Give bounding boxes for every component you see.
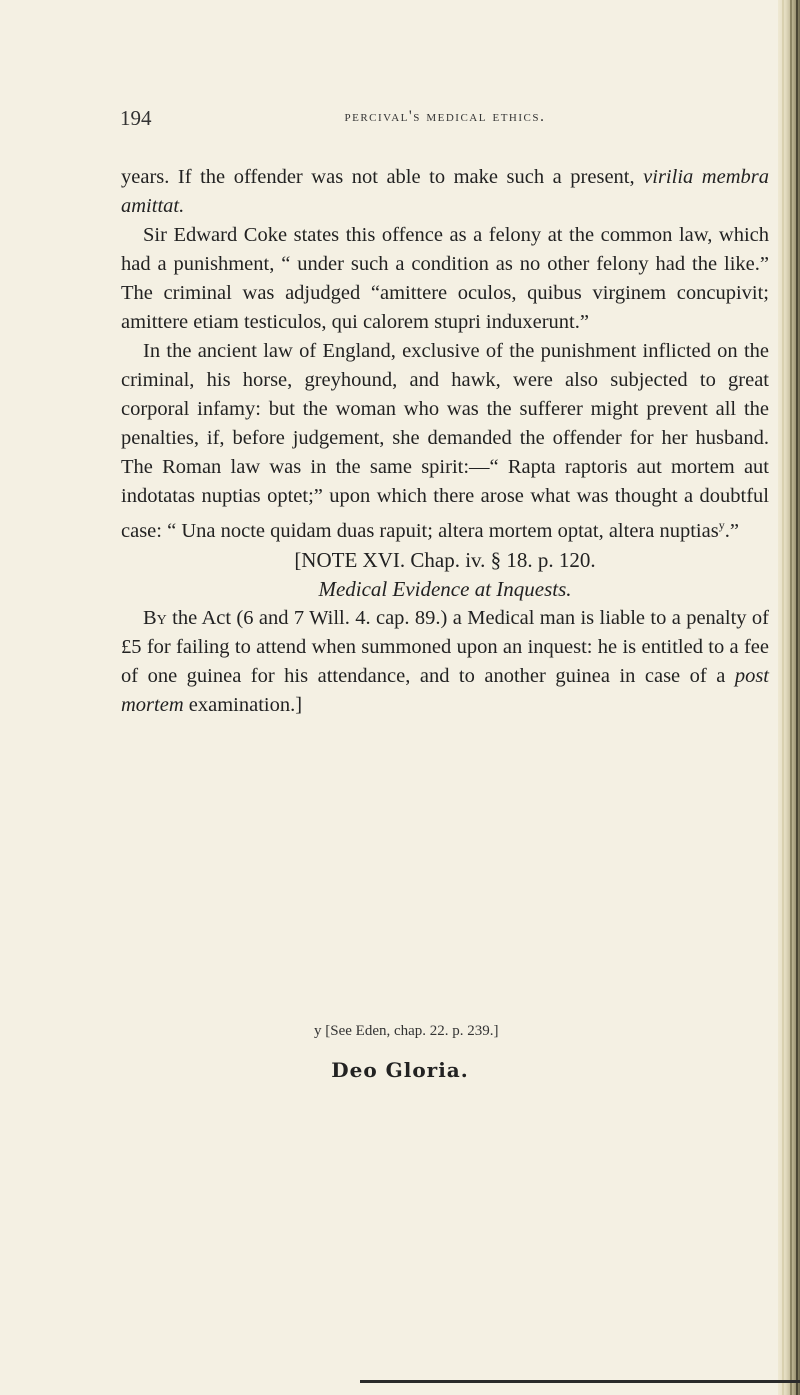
page-header (120, 106, 770, 140)
page-edge-shadow (778, 0, 800, 1395)
paragraph-2: Sir Edward Coke states this offence as a felony at the common law, which had a punishment, “ under such a condition as no other felony had the like.” The criminal was adjudged “amittere oculos, quibus virginem concupivit; amittere etiam testiculos, qui calorem stupri induxerunt.” (121, 224, 769, 333)
running-title: percival's medical ethics. (344, 108, 546, 125)
edge-line (790, 0, 792, 1395)
paragraph-3-end: .” (724, 519, 739, 542)
note-paragraph (121, 604, 769, 720)
note-subheading: Medical Evidence at Inquests. (318, 576, 572, 601)
page-number: 194 (120, 106, 152, 130)
paragraph-1-text: years. If the offender was not able to make such a present, (121, 166, 644, 188)
note-text: the Act (6 and 7 Will. 4. cap. 89.) a Medical man is liable to a penalty of £5 for failing to attend when summoned upon an inquest: he is entitled to a fee of one guinea for his attendance, and to another guinea in case of a (121, 606, 769, 687)
paragraph-1 (121, 163, 769, 221)
edge-line (782, 0, 784, 1395)
edge-line (796, 0, 798, 1395)
bottom-rule (360, 1380, 800, 1383)
colophon: Deo Gloria. (331, 1058, 469, 1082)
note-heading: [NOTE XVI. Chap. iv. § 18. p. 120. (294, 547, 596, 572)
latin-phrase: virilia membra amittat. (121, 166, 769, 217)
footnote: y [See Eden, chap. 22. p. 239.] (314, 1023, 499, 1039)
note-lead-word: By (143, 606, 167, 629)
note-italic: post mortem (121, 664, 769, 716)
page-body (121, 163, 769, 720)
paragraph-3 (121, 337, 769, 546)
footnote-ref: y (718, 518, 725, 532)
paragraph-3-text: In the ancient law of England, exclusive of the punishment inflicted on the criminal, his horse, greyhound, and hawk, were also subjected to great corporal infamy: but the woman who was the sufferer might prevent all the penalties, if, before judgement, she demanded the offender for her husband. The Roman law was in the same spirit:—“ Rapta raptoris aut mortem aut indotatas nuptias optet;” upon which there arose what was thought a doubtful case: “ Una nocte quidam duas rapuit; altera mortem optat, altera nuptias (121, 340, 769, 542)
note-text-end: examination.] (183, 693, 303, 716)
